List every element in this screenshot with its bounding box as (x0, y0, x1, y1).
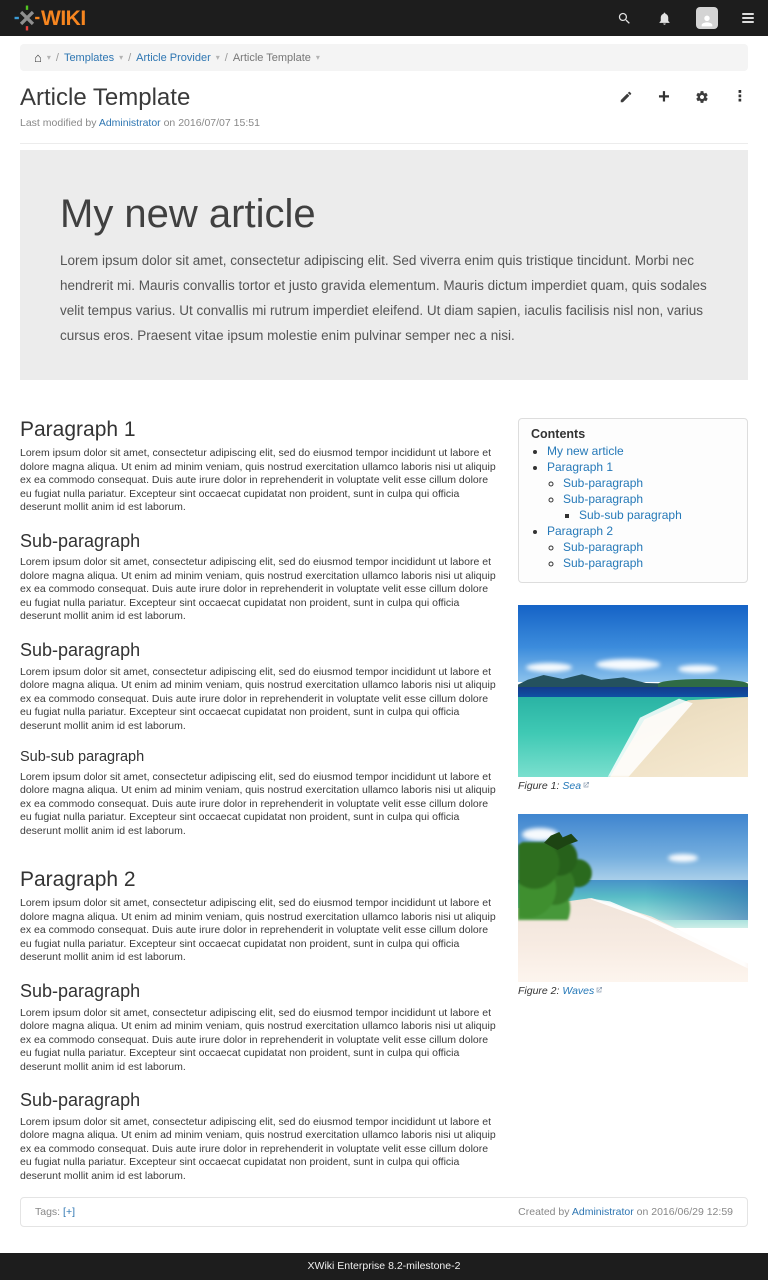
section-paragraph: Lorem ipsum dolor sit amet, consectetur adipiscing elit, sed do eiusmod tempor incididunt ut labore et dolore magna aliqua. Ut enim ad minim veniam, quis nostrud exercitation ullamco laboris nisi ut aliquip ex ea commodo consequat. Duis aute irure dolor in reprehenderit in voluptate velit esse cillum dolore eu fugiat nulla pariatur. Excepteur sint occaecat cupidatat non proident, sunt in culpa qui officia deserunt mollit anim id est laborum. (20, 556, 496, 623)
toc-link[interactable]: My new article (547, 444, 624, 458)
document-info-bar (20, 1197, 748, 1227)
breadcrumb-item-article-provider[interactable]: Article Provider (136, 51, 211, 64)
modified-user-link[interactable]: Administrator (98, 117, 161, 129)
navbar-actions (616, 7, 754, 29)
waves-vegetation-layer (518, 842, 610, 920)
figure-image-waves (518, 814, 748, 982)
search-icon[interactable] (616, 10, 632, 26)
user-avatar[interactable] (696, 7, 718, 29)
external-link-icon (594, 985, 603, 997)
figure-caption-prefix: Figure 1: (518, 780, 560, 792)
page-header (0, 71, 768, 144)
add-tag-link[interactable]: [+] (63, 1206, 75, 1219)
breadcrumb-separator: / (224, 51, 228, 64)
section-paragraph: Lorem ipsum dolor sit amet, consectetur adipiscing elit, sed do eiusmod tempor incididunt ut labore et dolore magna aliqua. Ut enim ad minim veniam, quis nostrud exercitation ullamco laboris nisi ut aliquip ex ea commodo consequat. Duis aute irure dolor in reprehenderit in voluptate velit esse cillum dolore eu fugiat nulla pariatur. Excepteur sint occaecat cupidatat non proident, sunt in culpa qui officia deserunt mollit anim id est laborum. (20, 1115, 496, 1182)
section-heading: Paragraph 2 (20, 868, 136, 892)
figure-caption-link[interactable]: Sea (562, 780, 582, 792)
caret-down-icon[interactable]: ▾ (46, 53, 51, 62)
toc-item (547, 444, 735, 459)
add-plus-icon[interactable]: + (658, 86, 670, 108)
xwiki-logo[interactable] (14, 5, 86, 31)
caret-down-icon[interactable]: ▾ (215, 53, 220, 62)
header-divider (20, 143, 748, 144)
top-navbar (0, 0, 768, 36)
toc-link[interactable]: Sub-paragraph (563, 556, 644, 570)
breadcrumb-separator: / (55, 51, 59, 64)
section-heading: Sub-paragraph (20, 1090, 141, 1111)
toc-item (563, 540, 735, 555)
sea-cloud (526, 663, 572, 672)
waves-cloud (668, 854, 698, 862)
figure-caption (518, 780, 748, 792)
person-icon (699, 13, 715, 29)
toc-item (579, 508, 735, 523)
section-heading: Paragraph 1 (20, 418, 136, 441)
figure-caption-link[interactable]: Waves (562, 985, 595, 997)
external-link-icon (581, 780, 590, 792)
section-paragraph: Lorem ipsum dolor sit amet, consectetur adipiscing elit, sed do eiusmod tempor incididunt ut labore et dolore magna aliqua. Ut enim ad minim veniam, quis nostrud exercitation ullamco laboris nisi ut aliquip ex ea commodo consequat. Duis aute irure dolor in reprehenderit in voluptate velit esse cillum dolore eu fugiat nulla pariatur. Excepteur sint occaecat cupidatat non proident, sunt in culpa qui officia deserunt mollit anim id est laborum. (20, 1006, 496, 1073)
section-heading: Sub-paragraph (20, 530, 141, 551)
tags-section (35, 1206, 75, 1218)
article-body (20, 418, 500, 1183)
contents-panel (518, 418, 748, 583)
caret-down-icon[interactable]: ▾ (119, 53, 124, 62)
section-heading: Sub-paragraph (20, 639, 141, 660)
section-paragraph: Lorem ipsum dolor sit amet, consectetur adipiscing elit, sed do eiusmod tempor incididunt ut labore et dolore magna aliqua. Ut enim ad minim veniam, quis nostrud exercitation ullamco laboris nisi ut aliquip ex ea commodo consequat. Duis aute irure dolor in reprehenderit in voluptate velit esse cillum dolore eu fugiat nulla pariatur. Excepteur sint occaecat cupidatat non proident, sunt in culpa qui officia deserunt mollit anim id est laborum. (20, 447, 496, 514)
waves-deepwater-layer (645, 880, 749, 920)
created-user-link[interactable]: Administrator (571, 1206, 634, 1219)
created-suffix: on 2016/06/29 12:59 (636, 1206, 733, 1219)
hero-text: Lorem ipsum dolor sit amet, consectetur adipiscing elit. Sed viverra enim quis tristique tincidunt. Morbi nec hendrerit mi. Mauris convallis tortor et justo gravida elementum. Mauris dictum imperdiet quam, quis sodales velit tempus varius. Ut convallis mi rutrum imperdiet eleifend. Ut diam sapien, iaculis facilisis nisl non, varius cursus eros. Praesent vitae ipsum molestie enim pulvinar semper nec a nisi. (60, 253, 707, 343)
toc-link[interactable]: Sub-paragraph (563, 540, 644, 554)
figure-sea (518, 605, 748, 792)
page-actions (618, 83, 748, 108)
toc-link[interactable]: Sub-sub paragraph (579, 508, 682, 522)
toc-item (563, 476, 735, 491)
settings-gear-icon[interactable] (694, 89, 710, 105)
hero-title: My new article (60, 192, 316, 236)
section-paragraph: Lorem ipsum dolor sit amet, consectetur adipiscing elit, sed do eiusmod tempor incididunt ut labore et dolore magna aliqua. Ut enim ad minim veniam, quis nostrud exercitation ullamco laboris nisi ut aliquip ex ea commodo consequat. Duis aute irure dolor in reprehenderit in voluptate velit esse cillum dolore eu fugiat nulla pariatur. Excepteur sint occaecat cupidatat non proident, sunt in culpa qui officia deserunt mollit anim id est laborum. (20, 897, 496, 964)
section-paragraph: Lorem ipsum dolor sit amet, consectetur adipiscing elit, sed do eiusmod tempor incididunt ut labore et dolore magna aliqua. Ut enim ad minim veniam, quis nostrud exercitation ullamco laboris nisi ut aliquip ex ea commodo consequat. Duis aute irure dolor in reprehenderit in voluptate velit esse cillum dolore eu fugiat nulla pariatur. Excepteur sint occaecat cupidatat non proident, sunt in culpa qui officia deserunt mollit anim id est laborum. (20, 770, 496, 837)
xwiki-x-icon (14, 5, 40, 31)
toc-item (547, 460, 735, 523)
breadcrumb-item-templates[interactable]: Templates (63, 51, 115, 64)
edit-pencil-icon[interactable] (618, 89, 634, 105)
last-modified-line (20, 117, 748, 129)
created-prefix: Created by (518, 1206, 570, 1219)
section-heading: Sub-sub paragraph (20, 749, 145, 766)
modified-prefix: Last modified by (20, 117, 97, 129)
toc-item (563, 492, 735, 523)
figure-image-sea (518, 605, 748, 777)
more-kebab-icon[interactable]: ⋮ (732, 88, 748, 105)
drawer-menu-icon[interactable] (742, 13, 754, 23)
caret-down-icon[interactable]: ▾ (315, 53, 320, 62)
page-title: Article Template (20, 84, 191, 111)
logo-wordmark: WIKI (41, 6, 86, 30)
main-content (0, 418, 768, 1183)
footer-version-text: XWiki Enterprise 8.2-milestone-2 (307, 1260, 461, 1272)
section-heading: Sub-paragraph (20, 980, 141, 1001)
notifications-bell-icon[interactable] (656, 10, 672, 26)
modified-suffix: on 2016/07/07 15:51 (163, 117, 260, 129)
article-hero (20, 150, 748, 380)
right-column (518, 418, 748, 1183)
breadcrumb-item-current: Article Template (232, 51, 311, 64)
toc-link[interactable]: Sub-paragraph (563, 492, 644, 506)
sea-cloud (596, 659, 660, 670)
home-icon[interactable]: ⌂ (34, 50, 42, 65)
figure-caption-prefix: Figure 2: (518, 985, 560, 997)
toc-item (563, 556, 735, 571)
breadcrumb-separator: / (128, 51, 132, 64)
site-footer (0, 1253, 768, 1280)
toc-link[interactable]: Paragraph 1 (547, 460, 614, 474)
contents-title: Contents (531, 427, 586, 441)
tags-label: Tags: (35, 1206, 61, 1219)
figure-waves (518, 814, 748, 997)
toc-link[interactable]: Sub-paragraph (563, 476, 644, 490)
toc-link[interactable]: Paragraph 2 (547, 524, 614, 538)
sea-cloud (678, 665, 718, 673)
section-paragraph: Lorem ipsum dolor sit amet, consectetur adipiscing elit, sed do eiusmod tempor incididunt ut labore et dolore magna aliqua. Ut enim ad minim veniam, quis nostrud exercitation ullamco laboris nisi ut aliquip ex ea commodo consequat. Duis aute irure dolor in reprehenderit in voluptate velit esse cillum dolore eu fugiat nulla pariatur. Excepteur sint occaecat cupidatat non proident, sunt in culpa qui officia deserunt mollit anim id est laborum. (20, 665, 496, 732)
figure-caption (518, 985, 748, 997)
toc-item (547, 524, 735, 571)
breadcrumb (20, 44, 748, 71)
created-line (518, 1206, 733, 1218)
